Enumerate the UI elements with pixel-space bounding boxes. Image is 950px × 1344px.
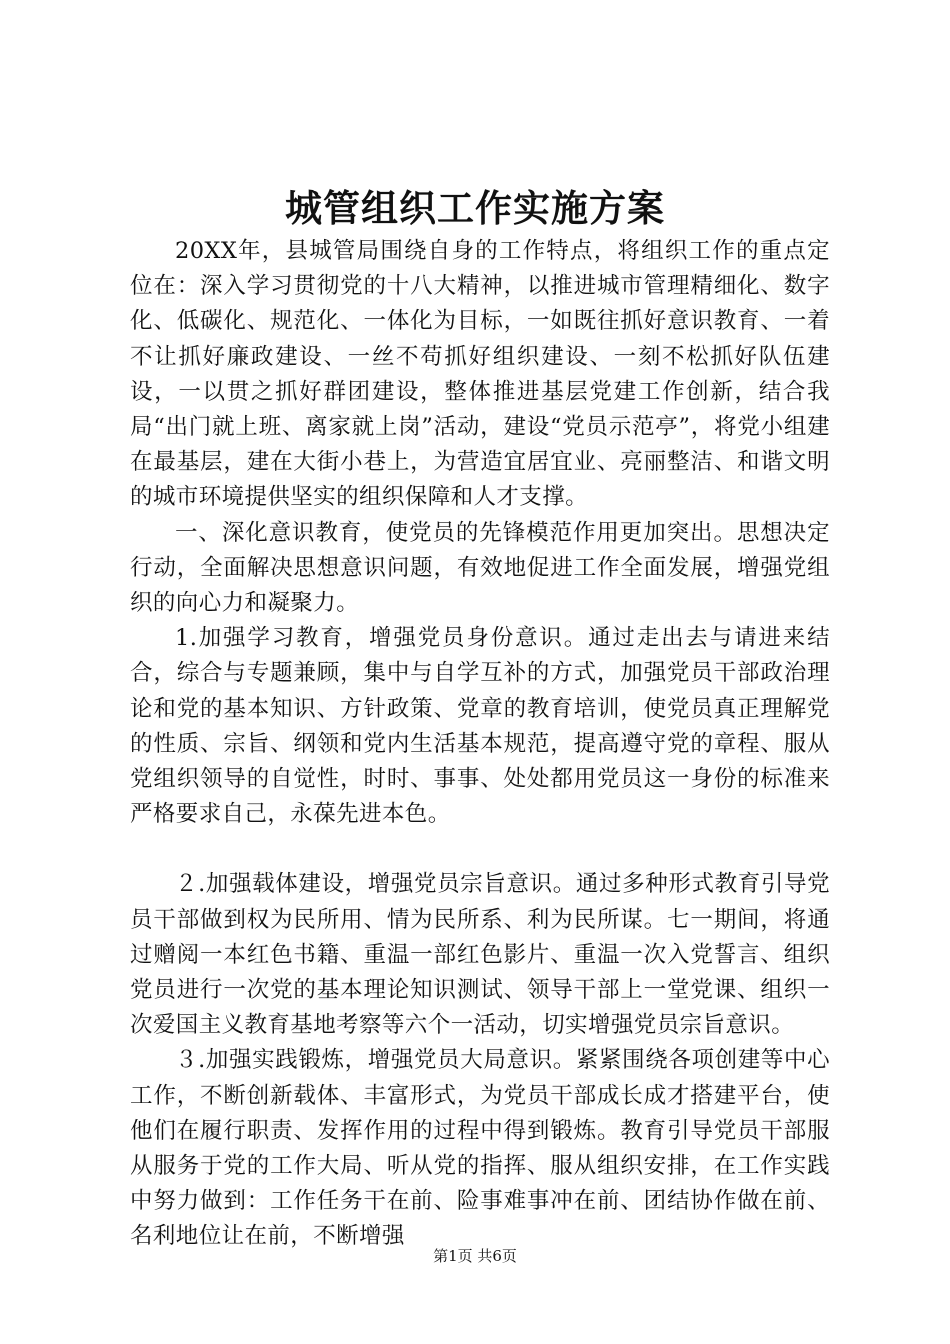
paragraph-intro: 20XX年，县城管局围绕自身的工作特点，将组织工作的重点定位在：深入学习贯彻党的十八大精神，以推进城市管理精细化、数字化、低碳化、规范化、一体化为目标，一如既往抓好意识教育、一着不让抓好廉政建设、一丝不苟抓好组织建设、一刻不松抓好队伍建设，一以贯之抓好群团建设，整体推进基层党建工作创新，结合我局“出门就上班、离家就上岗”活动，建设“党员示范亭”，将党小组建在最基层，建在大街小巷上，为营造宜居宜业、亮丽整洁、和谐文明的城市环境提供坚实的组织保障和人才支撑。 (130, 238, 830, 511)
paragraph-item-3: ３.加强实践锻炼，增强党员大局意识。紧紧围绕各项创建等中心工作，不断创新载体、丰富形式，为党员干部成长成才搭建平台，使他们在履行职责、发挥作用的过程中得到锻炼。教育引导党员干部服从服务于党的工作大局、听从党的指挥、服从组织安排，在工作实践中努力做到：工作任务干在前、险事难事冲在前、团结协作做在前、名利地位让在前，不断增强 (130, 1047, 830, 1250)
paragraph-section-1: 一、深化意识教育，使党员的先锋模范作用更加突出。思想决定行动，全面解决思想意识问题，有效地促进工作全面发展，增强党组织的向心力和凝聚力。 (130, 519, 830, 617)
page-number-footer: 第1页 共6页 (433, 1247, 517, 1265)
paragraph-item-1: 1.加强学习教育，增强党员身份意识。通过走出去与请进来结合，综合与专题兼顾，集中与自学互补的方式，加强党员干部政治理论和党的基本知识、方针政策、党章的教育培训，使党员真正理解党的性质、宗旨、纲领和党内生活基本规范，提高遵守党的章程、服从党组织领导的自觉性，时时、事事、处处都用党员这一身份的标准来严格要求自己，永葆先进本色。 (130, 625, 830, 828)
document-body (130, 234, 830, 1255)
document-title: 城管组织工作实施方案 (285, 186, 665, 230)
paragraph-item-2: ２.加强载体建设，增强党员宗旨意识。通过多种形式教育引导党员干部做到权为民所用、情为民所系、利为民所谋。七一期间，将通过赠阅一本红色书籍、重温一部红色影片、重温一次入党誓言、组织党员进行一次党的基本理论知识测试、领导干部上一堂党课、组织一次爱国主义教育基地考察等六个一活动，切实增强党员宗旨意识。 (130, 871, 830, 1039)
